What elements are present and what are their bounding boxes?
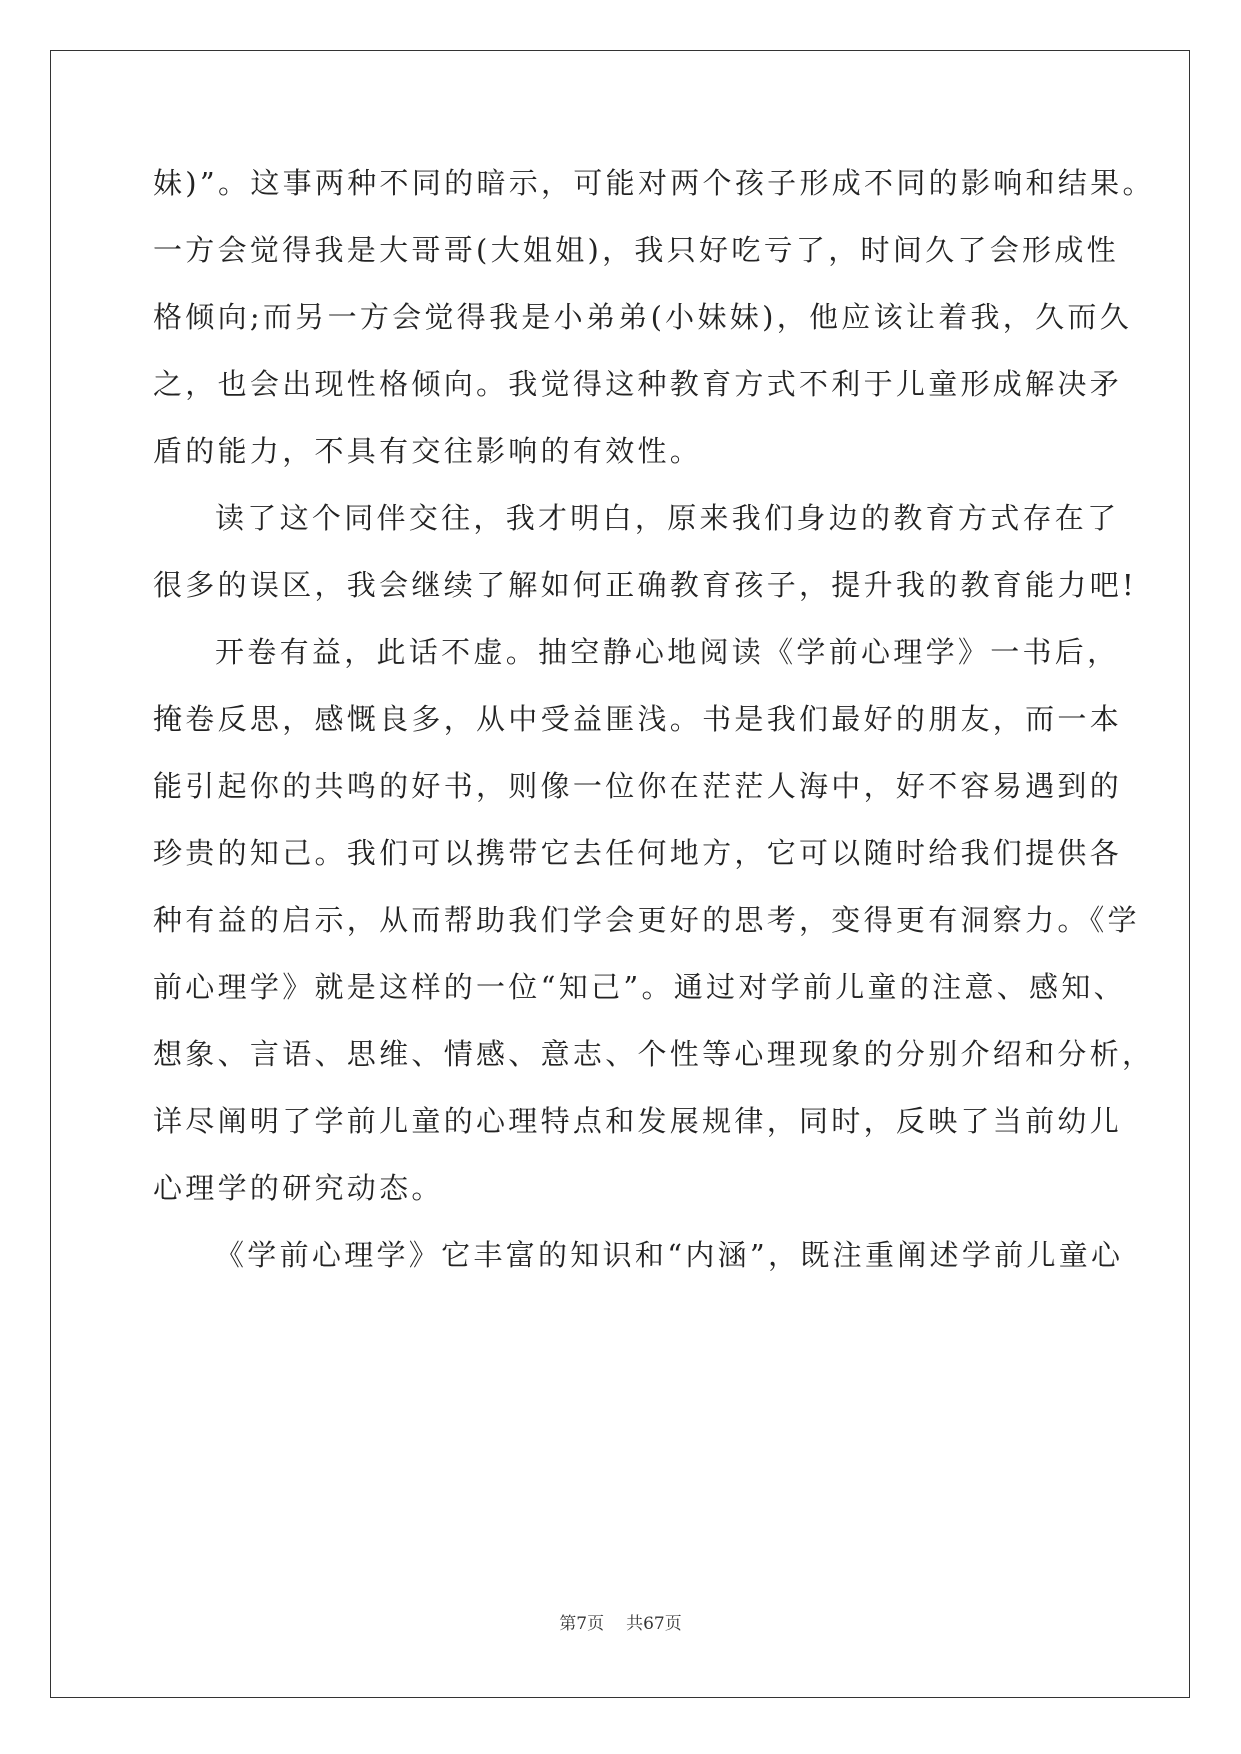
text-line: 能引起你的共鸣的好书，则像一位你在茫茫人海中，好不容易遇到的 — [153, 769, 1123, 803]
text-line: 之，也会出现性格倾向。我觉得这种教育方式不利于儿童形成解决矛 — [153, 367, 1123, 401]
text-line: 格倾向;而另一方会觉得我是小弟弟(小妹妹)，他应该让着我，久而久 — [153, 300, 1132, 334]
text-line: 掩卷反思，感慨良多，从中受益匪浅。书是我们最好的朋友，而一本 — [153, 702, 1123, 736]
text-line: 前心理学》就是这样的一位“知己”。通过对学前儿童的注意、感知、 — [153, 970, 1126, 1004]
text-line: 种有益的启示，从而帮助我们学会更好的思考，变得更有洞察力。《学 — [153, 903, 1140, 937]
paragraph-start-line: 《学前心理学》它丰富的知识和“内涵”，既注重阐述学前儿童心 — [215, 1238, 1124, 1272]
text-line: 心理学的研究动态。 — [153, 1171, 444, 1205]
page-footer — [0, 1609, 1241, 1634]
text-line: 妹)”。这事两种不同的暗示，可能对两个孩子形成不同的影响和结果。 — [153, 166, 1155, 200]
document-body — [153, 150, 1155, 1289]
paragraph-start-line: 读了这个同伴交往，我才明白，原来我们身边的教育方式存在了 — [215, 501, 1120, 535]
text-line: 很多的误区，我会继续了解如何正确教育孩子，提升我的教育能力吧! — [153, 568, 1137, 602]
page-number: 第7页 — [559, 1614, 605, 1634]
text-line: 盾的能力，不具有交往影响的有效性。 — [153, 434, 703, 468]
paragraph-start-line: 开卷有益，此话不虚。抽空静心地阅读《学前心理学》一书后， — [215, 635, 1120, 669]
text-line: 一方会觉得我是大哥哥(大姐姐)，我只好吃亏了，时间久了会形成性 — [153, 233, 1119, 267]
text-line: 详尽阐明了学前儿童的心理特点和发展规律，同时，反映了当前幼儿 — [153, 1104, 1123, 1138]
text-line: 珍贵的知己。我们可以携带它去任何地方，它可以随时给我们提供各 — [153, 836, 1123, 870]
text-line: 想象、言语、思维、情感、意志、个性等心理现象的分别介绍和分析， — [153, 1037, 1155, 1071]
page-total: 共67页 — [626, 1614, 682, 1634]
